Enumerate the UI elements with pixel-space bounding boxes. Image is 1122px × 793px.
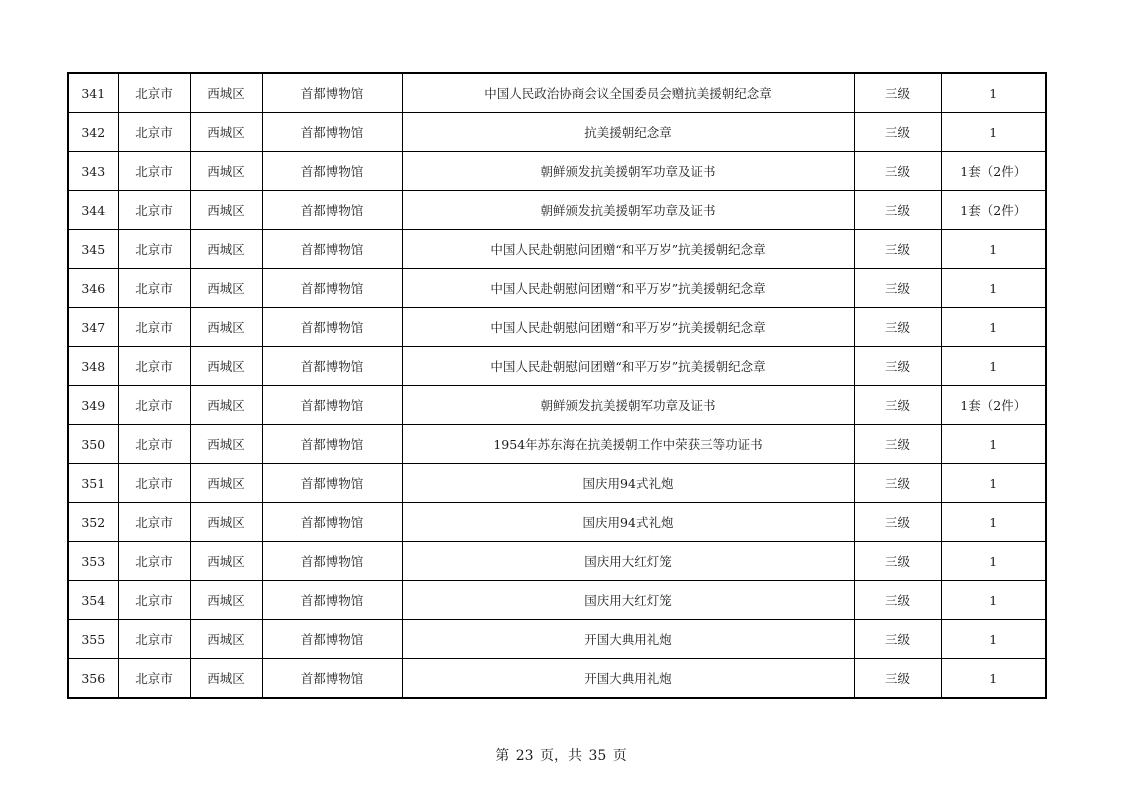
museum-cell: 首都博物馆 — [262, 269, 402, 308]
item-name-cell: 朝鲜颁发抗美援朝军功章及证书 — [402, 386, 854, 425]
museum-cell: 首都博物馆 — [262, 230, 402, 269]
province-cell: 北京市 — [118, 347, 190, 386]
grade-cell: 三级 — [854, 152, 941, 191]
table-row — [68, 425, 1046, 464]
district-cell: 西城区 — [190, 464, 262, 503]
row-number-cell: 345 — [68, 230, 118, 269]
quantity-cell: 1 — [941, 542, 1046, 581]
grade-cell: 三级 — [854, 230, 941, 269]
table-row — [68, 73, 1046, 113]
item-name-cell: 国庆用94式礼炮 — [402, 464, 854, 503]
page-number: 第 23 页，共 35 页 — [495, 748, 627, 764]
district-cell: 西城区 — [190, 113, 262, 152]
item-name-cell: 抗美援朝纪念章 — [402, 113, 854, 152]
table-row — [68, 269, 1046, 308]
table-row — [68, 308, 1046, 347]
row-number-cell: 348 — [68, 347, 118, 386]
row-number-cell: 354 — [68, 581, 118, 620]
item-name-cell: 开国大典用礼炮 — [402, 620, 854, 659]
grade-cell: 三级 — [854, 542, 941, 581]
item-name-cell: 开国大典用礼炮 — [402, 659, 854, 699]
quantity-cell: 1 — [941, 503, 1046, 542]
museum-cell: 首都博物馆 — [262, 464, 402, 503]
item-name-cell: 国庆用大红灯笼 — [402, 542, 854, 581]
museum-cell: 首都博物馆 — [262, 425, 402, 464]
table-row — [68, 191, 1046, 230]
province-cell: 北京市 — [118, 425, 190, 464]
province-cell: 北京市 — [118, 73, 190, 113]
province-cell: 北京市 — [118, 581, 190, 620]
row-number-cell: 344 — [68, 191, 118, 230]
item-name-cell: 朝鲜颁发抗美援朝军功章及证书 — [402, 191, 854, 230]
grade-cell: 三级 — [854, 73, 941, 113]
museum-cell: 首都博物馆 — [262, 386, 402, 425]
item-name-cell: 朝鲜颁发抗美援朝军功章及证书 — [402, 152, 854, 191]
table-row — [68, 581, 1046, 620]
quantity-cell: 1套（2件） — [941, 386, 1046, 425]
table-body — [68, 73, 1046, 698]
grade-cell: 三级 — [854, 113, 941, 152]
row-number-cell: 342 — [68, 113, 118, 152]
province-cell: 北京市 — [118, 620, 190, 659]
quantity-cell: 1 — [941, 620, 1046, 659]
quantity-cell: 1 — [941, 581, 1046, 620]
row-number-cell: 349 — [68, 386, 118, 425]
row-number-cell: 356 — [68, 659, 118, 699]
museum-cell: 首都博物馆 — [262, 347, 402, 386]
quantity-cell: 1 — [941, 230, 1046, 269]
quantity-cell: 1 — [941, 73, 1046, 113]
grade-cell: 三级 — [854, 659, 941, 699]
quantity-cell: 1 — [941, 347, 1046, 386]
district-cell: 西城区 — [190, 152, 262, 191]
grade-cell: 三级 — [854, 308, 941, 347]
province-cell: 北京市 — [118, 230, 190, 269]
province-cell: 北京市 — [118, 308, 190, 347]
province-cell: 北京市 — [118, 659, 190, 699]
table-row — [68, 113, 1046, 152]
museum-cell: 首都博物馆 — [262, 659, 402, 699]
item-name-cell: 国庆用94式礼炮 — [402, 503, 854, 542]
district-cell: 西城区 — [190, 191, 262, 230]
row-number-cell: 353 — [68, 542, 118, 581]
row-number-cell: 343 — [68, 152, 118, 191]
artifact-table — [67, 72, 1047, 699]
museum-cell: 首都博物馆 — [262, 542, 402, 581]
museum-cell: 首都博物馆 — [262, 152, 402, 191]
table-row — [68, 620, 1046, 659]
quantity-cell: 1 — [941, 308, 1046, 347]
museum-cell: 首都博物馆 — [262, 581, 402, 620]
district-cell: 西城区 — [190, 269, 262, 308]
quantity-cell: 1 — [941, 113, 1046, 152]
quantity-cell: 1 — [941, 464, 1046, 503]
grade-cell: 三级 — [854, 425, 941, 464]
province-cell: 北京市 — [118, 542, 190, 581]
grade-cell: 三级 — [854, 386, 941, 425]
grade-cell: 三级 — [854, 503, 941, 542]
museum-cell: 首都博物馆 — [262, 113, 402, 152]
row-number-cell: 355 — [68, 620, 118, 659]
district-cell: 西城区 — [190, 308, 262, 347]
quantity-cell: 1 — [941, 269, 1046, 308]
row-number-cell: 350 — [68, 425, 118, 464]
museum-cell: 首都博物馆 — [262, 620, 402, 659]
row-number-cell: 352 — [68, 503, 118, 542]
item-name-cell: 1954年苏东海在抗美援朝工作中荣获三等功证书 — [402, 425, 854, 464]
grade-cell: 三级 — [854, 620, 941, 659]
item-name-cell: 中国人民赴朝慰问团赠“和平万岁”抗美援朝纪念章 — [402, 347, 854, 386]
table-row — [68, 503, 1046, 542]
district-cell: 西城区 — [190, 230, 262, 269]
district-cell: 西城区 — [190, 73, 262, 113]
district-cell: 西城区 — [190, 347, 262, 386]
table-row — [68, 347, 1046, 386]
row-number-cell: 341 — [68, 73, 118, 113]
quantity-cell: 1 — [941, 425, 1046, 464]
district-cell: 西城区 — [190, 581, 262, 620]
row-number-cell: 347 — [68, 308, 118, 347]
museum-cell: 首都博物馆 — [262, 191, 402, 230]
province-cell: 北京市 — [118, 464, 190, 503]
museum-cell: 首都博物馆 — [262, 73, 402, 113]
museum-cell: 首都博物馆 — [262, 503, 402, 542]
table-row — [68, 386, 1046, 425]
quantity-cell: 1套（2件） — [941, 152, 1046, 191]
province-cell: 北京市 — [118, 113, 190, 152]
quantity-cell: 1 — [941, 659, 1046, 699]
table-row — [68, 230, 1046, 269]
table-row — [68, 659, 1046, 699]
museum-cell: 首都博物馆 — [262, 308, 402, 347]
item-name-cell: 中国人民赴朝慰问团赠“和平万岁”抗美援朝纪念章 — [402, 269, 854, 308]
grade-cell: 三级 — [854, 464, 941, 503]
grade-cell: 三级 — [854, 191, 941, 230]
province-cell: 北京市 — [118, 503, 190, 542]
quantity-cell: 1套（2件） — [941, 191, 1046, 230]
table-row — [68, 152, 1046, 191]
grade-cell: 三级 — [854, 581, 941, 620]
item-name-cell: 中国人民赴朝慰问团赠“和平万岁”抗美援朝纪念章 — [402, 230, 854, 269]
province-cell: 北京市 — [118, 152, 190, 191]
province-cell: 北京市 — [118, 386, 190, 425]
district-cell: 西城区 — [190, 386, 262, 425]
row-number-cell: 346 — [68, 269, 118, 308]
district-cell: 西城区 — [190, 542, 262, 581]
district-cell: 西城区 — [190, 620, 262, 659]
item-name-cell: 中国人民政治协商会议全国委员会赠抗美援朝纪念章 — [402, 73, 854, 113]
row-number-cell: 351 — [68, 464, 118, 503]
grade-cell: 三级 — [854, 269, 941, 308]
district-cell: 西城区 — [190, 425, 262, 464]
province-cell: 北京市 — [118, 191, 190, 230]
table-row — [68, 464, 1046, 503]
province-cell: 北京市 — [118, 269, 190, 308]
item-name-cell: 中国人民赴朝慰问团赠“和平万岁”抗美援朝纪念章 — [402, 308, 854, 347]
district-cell: 西城区 — [190, 503, 262, 542]
table-row — [68, 542, 1046, 581]
district-cell: 西城区 — [190, 659, 262, 699]
grade-cell: 三级 — [854, 347, 941, 386]
item-name-cell: 国庆用大红灯笼 — [402, 581, 854, 620]
